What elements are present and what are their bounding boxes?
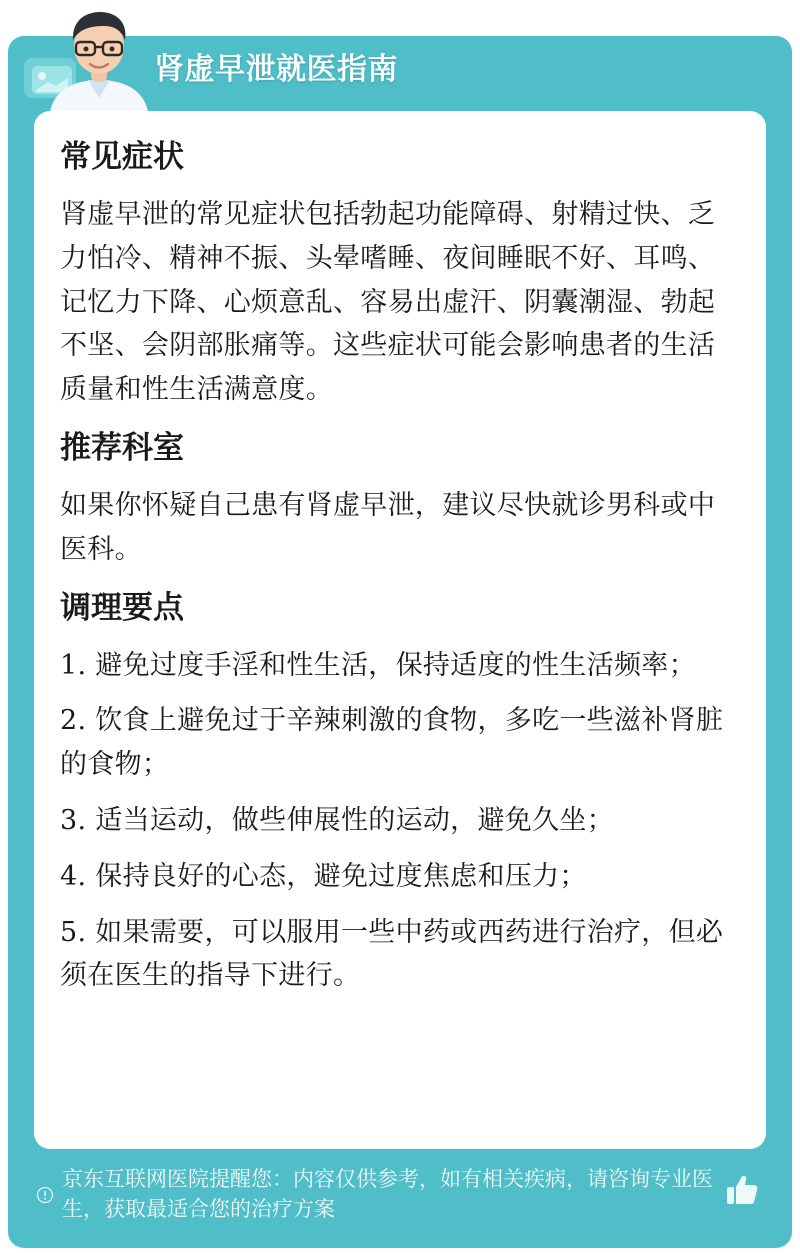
section-title-care-tips: 调理要点 [60,589,184,626]
list-item-text: 适当运动，做些伸展性的运动，避免久坐； [95,804,614,836]
section-title-department: 推荐科室 [60,429,184,466]
list-item [60,855,742,899]
info-icon [36,1186,54,1204]
doctor-avatar [44,6,154,112]
disclaimer-text: 京东互联网医院提醒您：内容仅供参考，如有相关疾病，请咨询专业医生，获取最适合您的治疗方案 [62,1167,713,1221]
content-card [34,111,766,1149]
list-item-number: 4. [60,860,87,892]
list-item-number: 5. [60,916,87,948]
symptoms-text: 肾虚早泄的常见症状包括勃起功能障碍、射精过快、乏力怕冷、精神不振、头晕嗜睡、夜间睡眠不好、耳鸣、记忆力下降、心烦意乱、容易出虚汗、阴囊潮湿、勃起不坚、会阴部胀痛等。这些症状可能会影响患者的生活质量和性生活满意度。 [60,199,716,406]
list-item [60,644,742,688]
list-item-number: 3. [60,804,87,836]
list-item-text: 饮食上避免过于辛辣刺激的食物，多吃一些滋补肾脏的食物； [60,705,724,781]
thumbs-up-icon[interactable] [724,1172,760,1208]
list-item [60,799,742,843]
list-item [60,699,742,787]
list-item [60,911,742,999]
list-item-text: 避免过度手淫和性生活，保持适度的性生活频率； [95,649,696,681]
list-item-number: 1. [60,649,87,681]
department-text: 如果你怀疑自己患有肾虚早泄，建议尽快就诊男科或中医科。 [60,489,716,565]
list-item-text: 如果需要，可以服用一些中药或西药进行治疗，但必须在医生的指导下进行。 [60,916,724,992]
list-item-text: 保持良好的心态，避免过度焦虑和压力； [95,860,587,892]
page-title: 肾虚早泄就医指南 [154,52,398,87]
list-item-number: 2. [60,705,87,737]
section-title-symptoms: 常见症状 [60,139,184,175]
care-tips-list [60,644,742,999]
